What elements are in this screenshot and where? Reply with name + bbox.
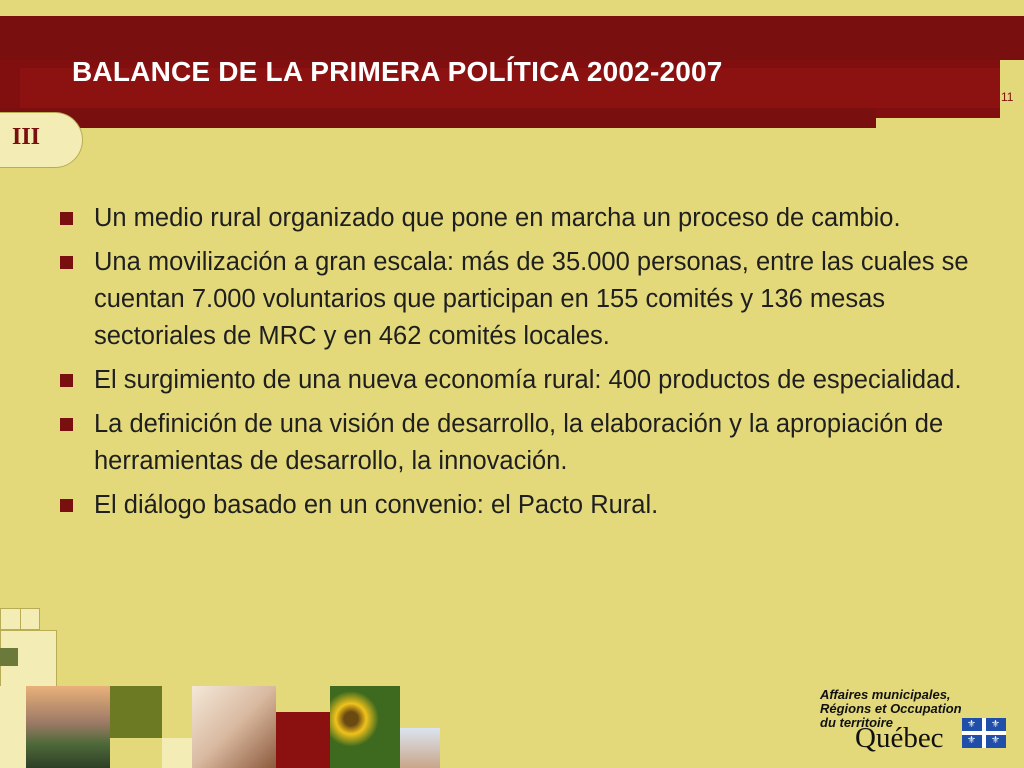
bullet-text: La definición de una visión de desarrollo, la elaboración y la apropiación de herramientas de desarrollo, la innovación. [94, 410, 944, 475]
page-number: 11 [1001, 90, 1014, 104]
bullet-square-icon [60, 499, 73, 512]
bullet-text: Un medio rural organizado que pone en marcha un proceso de cambio. [94, 204, 901, 232]
list-item [60, 406, 990, 480]
child-photo [400, 728, 440, 768]
bullet-square-icon [60, 212, 73, 225]
fleur-de-lis-flag-icon: ⚜ ⚜ ⚜ ⚜ [962, 718, 1006, 748]
list-item [60, 200, 990, 237]
bullet-square-icon [60, 374, 73, 387]
family-photo [192, 686, 276, 768]
bullet-square-icon [60, 256, 73, 269]
section-tab-label: III [12, 124, 41, 150]
list-item [60, 244, 990, 355]
bullet-text: El surgimiento de una nueva economía rural: 400 productos de especialidad. [94, 366, 962, 394]
quebec-wordmark: Québec [855, 722, 944, 754]
landscape-photo [26, 686, 110, 768]
bullet-square-icon [60, 418, 73, 431]
list-item [60, 362, 990, 399]
slide-title: BALANCE DE LA PRIMERA POLÍTICA 2002-2007 [72, 56, 723, 87]
list-item [60, 487, 990, 524]
header-band-bottom [0, 108, 876, 128]
ministry-logo-text: Affaires municipales, Régions et Occupation du territoire [820, 687, 962, 730]
sunflowers-photo [330, 686, 400, 768]
bullet-text: Una movilización a gran escala: más de 35.000 personas, entre las cuales se cuentan 7.000 voluntarios que participan en 155 comités y 136 mesas sectoriales de MRC y en 462 comités locales. [94, 248, 969, 350]
bullet-list [60, 200, 990, 531]
bullet-text: El diálogo basado en un convenio: el Pacto Rural. [94, 491, 659, 519]
header-band-top [0, 16, 1024, 60]
